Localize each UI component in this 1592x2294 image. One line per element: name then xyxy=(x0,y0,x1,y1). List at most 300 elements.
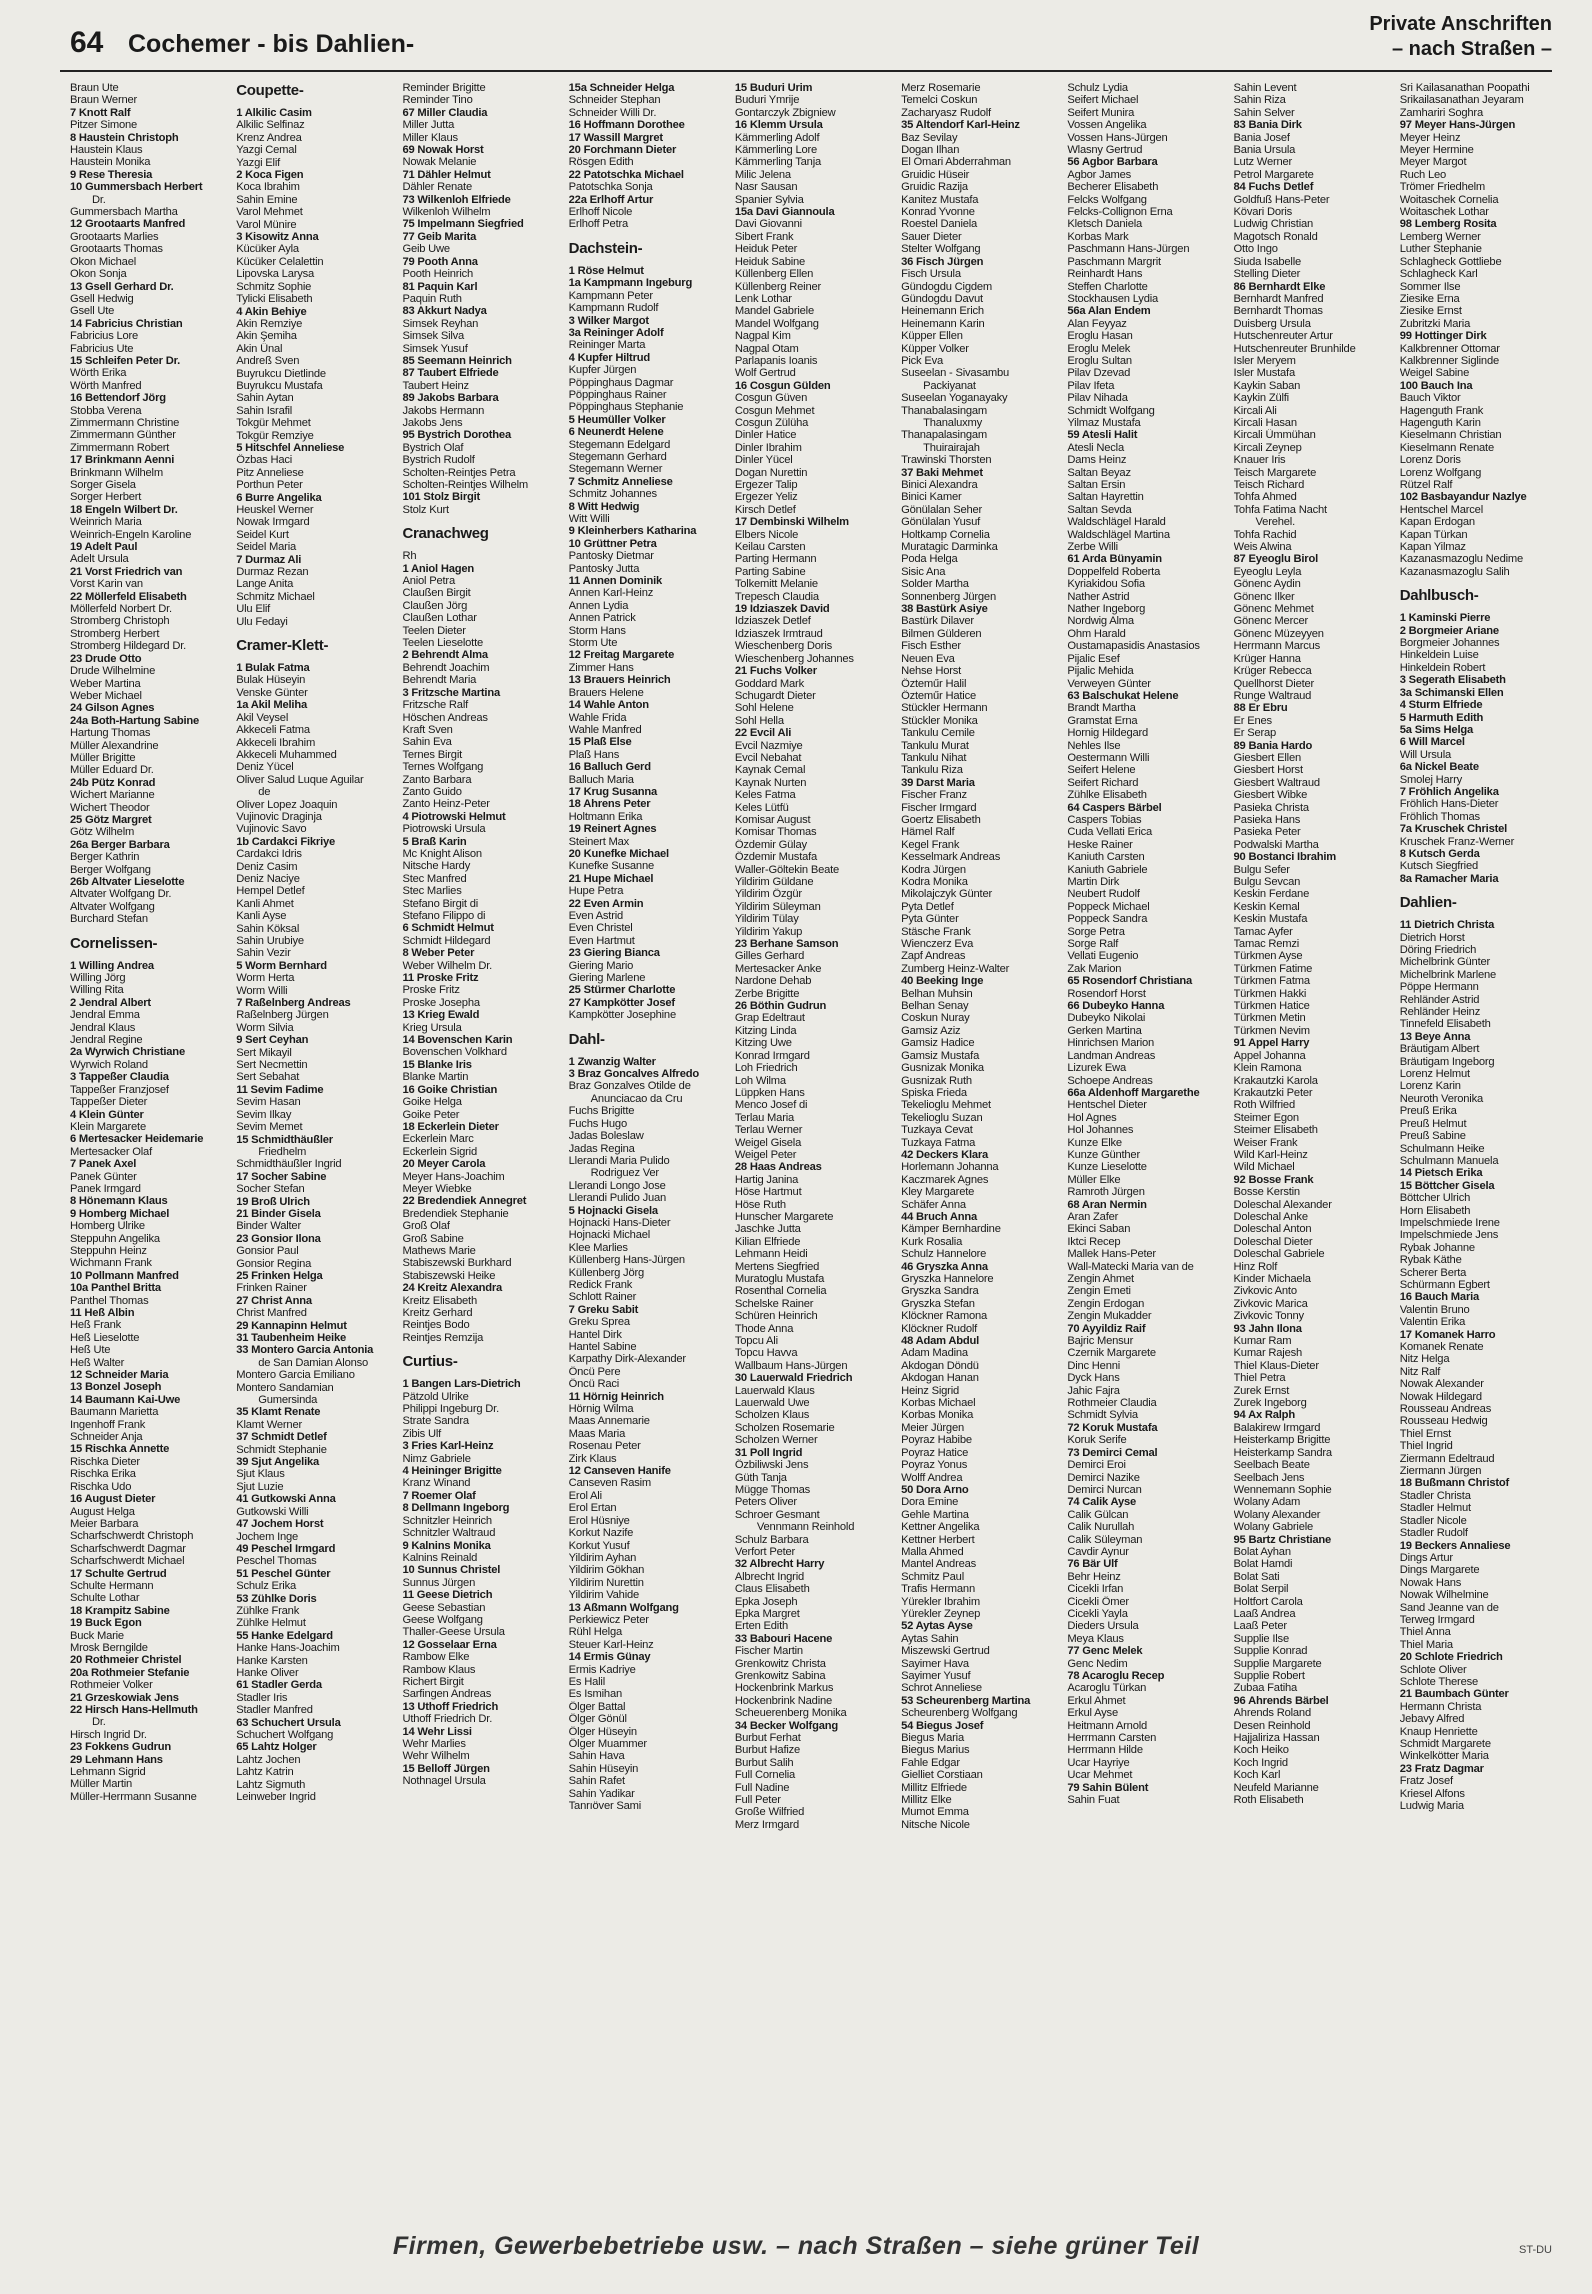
directory-entry: 16 Goike Christian xyxy=(402,1083,498,1096)
directory-entry: Zapf Andreas xyxy=(901,950,966,963)
directory-entry: Yazgi Elif xyxy=(236,156,281,169)
directory-entry: Kanli Ahmet xyxy=(236,897,294,910)
directory-entry: Idziaszek Detlef xyxy=(734,615,811,628)
directory-entry: 2 Behrendt Alma xyxy=(402,649,488,662)
directory-entry: 23 Fokkens Gudrun xyxy=(70,1741,172,1754)
directory-entry: Steppuhn Heinz xyxy=(70,1244,147,1257)
directory-entry: Tohfa Ahmed xyxy=(1233,491,1297,504)
directory-entry: Schlote Therese xyxy=(1399,1675,1479,1688)
directory-entry: Montero Garcia Emiliano xyxy=(236,1369,355,1382)
directory-entry: Scharfschwerdt Christoph xyxy=(70,1530,194,1543)
directory-entry: 41 Gutkowski Anna xyxy=(236,1493,336,1506)
directory-entry: Zivkovic Tonny xyxy=(1233,1310,1304,1323)
directory-entry: Giesbert Waltraud xyxy=(1233,776,1320,789)
directory-entry: Evcil Nazmiye xyxy=(734,739,803,752)
directory-entry: Rousseau Andreas xyxy=(1399,1403,1492,1416)
directory-entry: 1 Bangen Lars-Dietrich xyxy=(402,1378,521,1391)
directory-entry: 10 Grüttner Petra xyxy=(568,537,657,550)
directory-entry: August Helga xyxy=(70,1505,135,1518)
directory-entry: Altvater Wolfgang xyxy=(70,900,155,913)
directory-entry: Impelschmiede Jens xyxy=(1399,1229,1499,1242)
directory-entry: Sri Kailasanathan Poopathi xyxy=(1399,82,1530,94)
directory-entry: Türkmen Hatice xyxy=(1233,1000,1310,1013)
directory-entry: 79 Pooth Anna xyxy=(402,255,478,268)
section-title xyxy=(1369,12,1552,62)
directory-entry: Er Serap xyxy=(1233,727,1277,740)
directory-entry: Pöppinghaus Dagmar xyxy=(568,376,674,389)
directory-entry: Binici Kamer xyxy=(901,491,962,504)
directory-entry: Gerken Martina xyxy=(1067,1024,1142,1037)
section-title-line2: – nach Straßen – xyxy=(1391,38,1552,60)
directory-entry: Patotschka Sonja xyxy=(568,181,653,194)
directory-entry: Hartig Janina xyxy=(734,1173,799,1186)
directory-entry: Binici Alexandra xyxy=(901,479,978,491)
directory-entry: Hanke Karsten xyxy=(236,1654,308,1667)
directory-entry: Giesbert Wibke xyxy=(1233,789,1308,802)
directory-entry: Llerandi Longo Jose xyxy=(568,1179,666,1192)
directory-entry: Rosenau Peter xyxy=(568,1440,641,1453)
directory-entry: Erkul Ayse xyxy=(1067,1707,1118,1720)
directory-entry: Stefano Birgit di xyxy=(402,897,479,910)
directory-entry: Nimz Gabriele xyxy=(402,1452,471,1465)
directory-entry: Kunefke Susanne xyxy=(568,860,654,873)
directory-entry: Komisar August xyxy=(734,813,811,826)
directory-entry: 3 Tappeßer Claudia xyxy=(70,1071,169,1084)
directory-entry: Nitz Ralf xyxy=(1399,1365,1441,1378)
directory-entry: Hagenguth Karin xyxy=(1399,416,1481,429)
directory-entry: Komanek Renate xyxy=(1399,1341,1484,1353)
directory-entry: Bulak Hüseyin xyxy=(236,674,306,687)
directory-entry: Woitaschek Lothar xyxy=(1399,206,1489,219)
directory-entry: Rybak Käthe xyxy=(1399,1254,1462,1267)
directory-entry: Lorenz Karin xyxy=(1399,1080,1461,1093)
directory-entry: Ternes Wolfgang xyxy=(402,761,484,774)
directory-column xyxy=(735,82,895,2220)
directory-entry: 2 Koca Figen xyxy=(236,169,304,182)
directory-entry: Ucar Hayriye xyxy=(1067,1756,1130,1769)
directory-entry: Scholten-Reintjes Petra xyxy=(402,466,516,479)
directory-entry: Tappeßer Franzjosef xyxy=(70,1083,169,1096)
directory-entry: Zengin Ahmet xyxy=(1067,1273,1134,1285)
directory-entry: Thiel Anna xyxy=(1399,1626,1451,1639)
directory-entry: Fröhlich Hans-Dieter xyxy=(1399,798,1499,811)
directory-entry: Bauch Viktor xyxy=(1399,392,1461,405)
directory-entry: 21 Hupe Michael xyxy=(568,872,654,885)
directory-entry: Behrendt Maria xyxy=(402,674,477,687)
directory-entry: Miller Klaus xyxy=(402,131,458,144)
directory-entry: Meya Klaus xyxy=(1067,1632,1124,1645)
directory-entry: Nowak Alexander xyxy=(1399,1378,1484,1391)
directory-entry: Tokgür Remziye xyxy=(236,429,314,442)
directory-entry: Stadler Iris xyxy=(236,1691,288,1704)
directory-entry: 47 Jochem Horst xyxy=(236,1518,324,1531)
directory-entry: Proske Josepha xyxy=(402,996,480,1009)
directory-entry: Höschen Andreas xyxy=(402,711,488,724)
directory-entry: Hockenbrink Nadine xyxy=(734,1694,833,1707)
directory-entry: Panek Irmgard xyxy=(70,1182,141,1195)
directory-entry: Wahle Frida xyxy=(568,711,627,724)
directory-column xyxy=(402,82,562,2220)
directory-entry: Steppuhn Angelika xyxy=(70,1232,160,1245)
directory-entry: Sibert Frank xyxy=(734,230,794,243)
directory-entry: Yürekler Ibrahim xyxy=(901,1595,980,1608)
directory-entry: Koch Ingrid xyxy=(1233,1756,1288,1769)
directory-entry: Müller-Herrmann Susanne xyxy=(70,1790,197,1803)
directory-entry: 102 Basbayandur Nazlye xyxy=(1399,491,1527,504)
directory-entry: 25 Frinken Helga xyxy=(236,1269,323,1282)
directory-entry: Sayimer Yusuf xyxy=(901,1670,971,1682)
directory-entry: Simsek Reyhan xyxy=(402,317,479,330)
directory-entry: 70 Ayyildiz Raif xyxy=(1067,1322,1146,1335)
directory-entry: Kircali Ali xyxy=(1233,404,1277,417)
directory-column xyxy=(1234,82,1394,2220)
directory-entry: Hanke Hans-Joachim xyxy=(236,1642,340,1655)
directory-entry: Loh Wilma xyxy=(734,1074,786,1087)
directory-entry: 72 Koruk Mustafa xyxy=(1067,1421,1158,1434)
directory-entry: 13 Beye Anna xyxy=(1399,1030,1471,1043)
directory-entry: Miller Jutta xyxy=(402,119,455,132)
directory-entry: Rodriguez Ver xyxy=(590,1167,659,1180)
directory-entry: 22 Patotschka Michael xyxy=(568,168,684,181)
directory-entry: 90 Bostanci Ibrahim xyxy=(1233,851,1337,864)
directory-entry: Heß Frank xyxy=(70,1319,122,1332)
directory-entry: 8 Hönemann Klaus xyxy=(70,1195,168,1208)
directory-entry: Aytas Sahin xyxy=(901,1632,959,1645)
directory-entry: El Omari Abderrahman xyxy=(901,156,1011,169)
directory-entry: Brauers Helene xyxy=(568,686,644,699)
directory-entry: Stegemann Gerhard xyxy=(568,450,667,463)
directory-entry: Claußen Birgit xyxy=(402,587,471,600)
directory-entry: Calik Gülcan xyxy=(1067,1508,1129,1521)
directory-entry: Knauer Iris xyxy=(1233,454,1286,467)
directory-entry: Cosgun Mehmet xyxy=(734,404,815,417)
directory-entry: Erlhoff Petra xyxy=(568,218,629,231)
directory-entry: Sahin Urubiye xyxy=(236,935,304,947)
directory-entry: Atesli Necla xyxy=(1067,441,1124,454)
directory-entry: Kodra Jürgen xyxy=(901,863,966,876)
directory-entry: Ucar Mehmet xyxy=(1067,1769,1133,1782)
directory-entry: Durmaz Rezan xyxy=(236,566,309,579)
directory-entry: Bolat Ayhan xyxy=(1233,1545,1291,1558)
directory-entry: 5 Hitschfel Anneliese xyxy=(236,441,345,454)
directory-entry: Ziermann Edeltraud xyxy=(1399,1452,1495,1465)
directory-entry: Eckerlein Sigrid xyxy=(402,1145,477,1158)
directory-entry: Rischka Udo xyxy=(70,1480,132,1493)
directory-entry: Saltan Beyaz xyxy=(1067,466,1131,479)
directory-entry: Sahin Aytan xyxy=(236,392,294,405)
directory-entry: Perkiewicz Peter xyxy=(568,1613,649,1626)
directory-entry: Kövari Doris xyxy=(1233,206,1293,219)
directory-entry: Scholzen Werner xyxy=(734,1434,818,1447)
directory-entry: Oliver Lopez Joaquin xyxy=(236,798,338,811)
directory-entry: Temelci Coskun xyxy=(901,94,978,107)
directory-entry: Scholten-Reintjes Wilhelm xyxy=(402,479,529,491)
directory-entry: Caspers Tobias xyxy=(1067,813,1142,826)
directory-entry: Full Cornelia xyxy=(734,1769,796,1782)
directory-entry: 4 Klein Günter xyxy=(70,1108,144,1121)
directory-entry: Tanrıöver Sami xyxy=(568,1800,642,1813)
directory-entry: Kumar Rajesh xyxy=(1233,1347,1303,1360)
directory-entry: 11 Dietrich Christa xyxy=(1399,919,1495,932)
directory-entry: 71 Dähler Helmut xyxy=(402,168,491,181)
directory-entry: Dietrich Horst xyxy=(1399,931,1465,944)
directory-entry: Steimer Elisabeth xyxy=(1233,1124,1318,1137)
directory-entry: Grap Edeltraut xyxy=(734,1012,805,1025)
directory-entry: 24b Pütz Konrad xyxy=(70,776,156,789)
directory-entry: Sahin Köksal xyxy=(236,922,300,935)
directory-entry: Keskin Ferdane xyxy=(1233,888,1310,901)
directory-entry: Zubritzki Maria xyxy=(1399,317,1471,330)
directory-entry: Keskin Kemal xyxy=(1233,900,1300,913)
directory-entry: Kinder Michaela xyxy=(1233,1273,1311,1285)
directory-entry: Nowak Hans xyxy=(1399,1576,1462,1589)
directory-entry: Ingenhoff Frank xyxy=(70,1418,146,1431)
directory-entry: Philippi Ingeburg Dr. xyxy=(402,1403,499,1416)
directory-entry: Sahin Riza xyxy=(1233,94,1286,107)
directory-entry: 68 Aran Nermin xyxy=(1067,1198,1147,1211)
directory-entry: 8 Kutsch Gerda xyxy=(1399,847,1480,860)
directory-entry: Davi Giovanni xyxy=(734,218,802,231)
directory-entry: Ulu Fedayi xyxy=(236,615,288,628)
directory-entry: Küllenberg Reiner xyxy=(734,280,822,293)
directory-entry: Lauerwald Klaus xyxy=(734,1384,815,1397)
directory-entry: Kalkbrenner Siglinde xyxy=(1399,354,1499,367)
directory-entry: Heinemann Karin xyxy=(901,317,985,330)
directory-entry: Thanapalasingam xyxy=(901,429,988,442)
directory-entry: 8 Haustein Christoph xyxy=(70,131,179,144)
directory-entry: Kalnins Reinald xyxy=(402,1551,478,1564)
directory-entry: 13 Bonzel Joseph xyxy=(70,1381,162,1394)
directory-entry: 33 Babouri Hacene xyxy=(734,1632,833,1645)
directory-entry: Thiel Ingrid xyxy=(1399,1440,1453,1453)
directory-entry: Heisterkamp Sandra xyxy=(1233,1446,1332,1459)
directory-entry: Zerbe Brigitte xyxy=(734,987,800,1000)
directory-entry: Vujinovic Savo xyxy=(236,823,307,836)
directory-entry: Kalkbrenner Ottomar xyxy=(1399,342,1500,355)
directory-entry: Merz Rosemarie xyxy=(901,82,981,94)
directory-entry: Kücüker Celalettin xyxy=(236,255,324,268)
directory-entry: Kranz Winand xyxy=(402,1477,471,1490)
directory-entry: Lahtz Katrin xyxy=(236,1766,294,1779)
directory-entry: Sert Mikayil xyxy=(236,1046,292,1059)
directory-entry: Gryszka Hannelore xyxy=(901,1273,994,1285)
directory-entry: Pasieka Peter xyxy=(1233,826,1301,839)
directory-entry: 21 Grzeskowiak Jens xyxy=(70,1691,179,1704)
directory-entry: Herrmann Hilde xyxy=(1067,1744,1143,1757)
directory-entry: Krieg Ursula xyxy=(402,1021,462,1034)
directory-entry: Doleschal Anke xyxy=(1233,1210,1308,1223)
directory-entry: Bräutigam Albert xyxy=(1399,1043,1480,1056)
directory-entry: Schmidt Sylvia xyxy=(1067,1409,1138,1422)
directory-entry: 66 Dubeyko Hanna xyxy=(1067,1000,1165,1013)
directory-entry: Schlott Rainer xyxy=(568,1291,637,1304)
directory-entry: Hantel Sabine xyxy=(568,1341,637,1353)
directory-entry: Pitz Anneliese xyxy=(236,466,304,479)
directory-entry: Rühl Helga xyxy=(568,1626,623,1639)
directory-entry: Schlote Oliver xyxy=(1399,1663,1467,1676)
directory-entry: Weinrich Maria xyxy=(70,516,142,529)
directory-entry: Schneider Willi Dr. xyxy=(568,106,657,119)
directory-entry: 17 Dembinski Wilhelm xyxy=(734,516,849,529)
directory-entry: Fahle Edgar xyxy=(901,1756,960,1769)
directory-entry: Schulmann Manuela xyxy=(1399,1154,1499,1167)
directory-entry: Kazanasmazoglu Salih xyxy=(1399,565,1510,578)
directory-entry: Laaß Andrea xyxy=(1233,1607,1296,1620)
directory-entry: Buyrukcu Dietlinde xyxy=(236,367,326,380)
directory-entry: 6 Mertesacker Heidemarie xyxy=(70,1133,204,1146)
directory-entry: Rehländer Heinz xyxy=(1399,1006,1481,1019)
directory-entry: Sorge Petra xyxy=(1067,925,1125,938)
directory-entry: Gönenc Aydin xyxy=(1233,578,1301,591)
directory-entry: Lehmann Sigrid xyxy=(70,1766,146,1779)
directory-entry: 16 Cosgun Gülden xyxy=(734,379,831,392)
directory-entry: Kircali Hasan xyxy=(1233,416,1297,429)
directory-entry: Schlagheck Karl xyxy=(1399,268,1478,281)
directory-entry: Bystrich Rudolf xyxy=(402,454,475,467)
directory-entry: Pilav Nihada xyxy=(1067,392,1128,405)
directory-entry: Schüren Heinrich xyxy=(734,1310,818,1323)
directory-entry: Zanto Barbara xyxy=(402,773,472,786)
directory-entry: Gsell Ute xyxy=(70,305,115,318)
directory-entry: Llerandi Maria Pulido xyxy=(568,1154,670,1167)
directory-entry: Stefano Filippo di xyxy=(402,910,486,922)
directory-entry: Verehel. xyxy=(1255,516,1295,529)
directory-entry: 29 Lehmann Hans xyxy=(70,1753,163,1766)
directory-entry: 88 Er Ebru xyxy=(1233,702,1288,715)
directory-entry: Roth Elisabeth xyxy=(1233,1794,1304,1807)
directory-entry: Doppelfeld Roberta xyxy=(1067,565,1161,578)
directory-entry: Kaniuth Carsten xyxy=(1067,851,1145,864)
directory-column xyxy=(70,82,230,2220)
directory-entry: Laaß Peter xyxy=(1233,1620,1287,1633)
directory-entry: 77 Geib Marita xyxy=(402,230,477,243)
directory-entry: Yildirim Güldane xyxy=(734,876,814,888)
directory-entry: Kampkötter Josephine xyxy=(568,1009,676,1022)
directory-entry: Heiduk Sabine xyxy=(734,255,806,268)
directory-entry: Gehle Martina xyxy=(901,1508,969,1521)
directory-entry: Bredendiek Stephanie xyxy=(402,1207,509,1220)
directory-entry: Hinrichsen Marion xyxy=(1067,1037,1155,1050)
directory-entry: Mathews Marie xyxy=(402,1244,476,1257)
directory-entry: Rischka Erika xyxy=(70,1468,136,1481)
directory-entry: 11 Annen Dominik xyxy=(568,575,663,588)
directory-entry: 18 Bußmann Christof xyxy=(1399,1477,1510,1490)
directory-entry: 63 Balschukat Helene xyxy=(1067,689,1179,702)
directory-entry: Sjut Luzie xyxy=(236,1480,284,1493)
directory-entry: Sisic Ana xyxy=(901,565,946,578)
directory-entry: Landman Andreas xyxy=(1067,1049,1156,1062)
directory-entry: Kaynak Nurten xyxy=(734,776,807,789)
directory-entry: Yildirim Süleyman xyxy=(734,900,821,913)
directory-entry: Burbut Hafize xyxy=(734,1744,801,1757)
directory-entry: Kriesel Alfons xyxy=(1399,1787,1465,1800)
directory-entry: Akkeceli Muhammed xyxy=(236,748,337,761)
directory-entry: 16 Hoffmann Dorothee xyxy=(568,119,685,132)
directory-entry: Hojnacki Michael xyxy=(568,1229,651,1242)
directory-entry: Pasieka Hans xyxy=(1233,813,1301,826)
directory-entry: 26a Berger Barbara xyxy=(70,838,170,851)
directory-entry: Doleschal Anton xyxy=(1233,1223,1312,1236)
street-heading: Cranachweg xyxy=(402,525,489,543)
directory-entry: 11 Sevim Fadime xyxy=(236,1083,324,1096)
directory-entry: Tamac Ayfer xyxy=(1233,925,1293,938)
directory-entry: Klöckner Ramona xyxy=(901,1310,988,1323)
directory-entry: Millitz Elfriede xyxy=(901,1781,967,1794)
directory-entry: Preuß Helmut xyxy=(1399,1117,1467,1130)
directory-entry: 19 Broß Ulrich xyxy=(236,1195,310,1208)
directory-entry: Gumersinda xyxy=(258,1394,318,1407)
directory-entry: Türkmen Metin xyxy=(1233,1012,1306,1025)
directory-entry: Kodra Monika xyxy=(901,876,968,888)
directory-entry: Giesbert Horst xyxy=(1233,764,1303,777)
directory-entry: 7 Knott Ralf xyxy=(70,106,131,119)
directory-entry: Kettner Angelika xyxy=(901,1521,980,1534)
directory-entry: Sahin Rafet xyxy=(568,1775,625,1788)
directory-entry: Gamsiz Aziz xyxy=(901,1024,961,1037)
directory-entry: Rh xyxy=(402,550,417,563)
directory-entry: Yilmaz Mustafa xyxy=(1067,416,1141,429)
directory-entry: Neufeld Marianne xyxy=(1233,1781,1319,1794)
directory-entry: Deniz Casim xyxy=(236,860,298,873)
directory-entry: Nehse Horst xyxy=(901,665,962,678)
directory-entry: Fratz Josef xyxy=(1399,1775,1453,1788)
directory-entry: Claußen Lothar xyxy=(402,612,477,625)
directory-entry: Poda Helga xyxy=(901,553,958,566)
directory-entry: Krüger Hanna xyxy=(1233,652,1301,665)
directory-entry: Kampmann Peter xyxy=(568,289,653,302)
directory-entry: Preuß Sabine xyxy=(1399,1130,1466,1143)
directory-column xyxy=(901,82,1061,2220)
directory-entry: 31 Taubenheim Heike xyxy=(236,1332,346,1344)
directory-entry: Topcu Havva xyxy=(734,1347,798,1360)
directory-entry: Wolany Adam xyxy=(1233,1496,1301,1509)
directory-entry: Binder Walter xyxy=(236,1220,301,1233)
directory-entry: Hämel Ralf xyxy=(901,826,955,839)
directory-entry: Weigel Peter xyxy=(734,1148,797,1161)
directory-entry: Jendral Regine xyxy=(70,1034,143,1047)
directory-entry: Hentschel Marcel xyxy=(1399,503,1483,516)
directory-entry: Wieschenberg Doris xyxy=(734,640,833,653)
directory-entry: Rösgen Edith xyxy=(568,156,634,169)
directory-entry: Cosgun Zülüha xyxy=(734,416,809,429)
directory-entry: 85 Seemann Heinrich xyxy=(402,354,512,367)
directory-entry: Bystrich Olaf xyxy=(402,441,464,454)
directory-entry: Schulte Hermann xyxy=(70,1579,154,1592)
directory-entry: Oliver Salud Luque Aguilar xyxy=(236,773,364,786)
directory-entry: Panek Günter xyxy=(70,1170,137,1183)
directory-entry: Hentschel Dieter xyxy=(1067,1099,1147,1112)
directory-entry: Adelt Ursula xyxy=(70,553,129,566)
directory-entry: Kreitz Elisabeth xyxy=(402,1294,477,1307)
directory-entry: Meyer Hans-Joachim xyxy=(402,1170,505,1183)
directory-entry: Buduri Ymrije xyxy=(734,94,800,107)
directory-entry: Erol Ali xyxy=(568,1489,602,1502)
directory-entry: Simsek Yusuf xyxy=(402,342,468,355)
directory-entry: Nasr Sausan xyxy=(734,181,798,194)
directory-entry: 37 Schmidt Detlef xyxy=(236,1431,327,1444)
street-heading: Dahlbusch- xyxy=(1399,587,1479,605)
directory-entry: 14 Wahle Anton xyxy=(568,699,649,712)
directory-entry: Thiel Ernst xyxy=(1399,1427,1452,1440)
directory-entry: Wallbaum Hans-Jürgen xyxy=(734,1359,848,1372)
directory-entry: Stelling Dieter xyxy=(1233,268,1301,281)
directory-entry: Güth Tanja xyxy=(734,1471,787,1484)
directory-entry: Brandt Martha xyxy=(1067,702,1136,715)
directory-entry: Waldschlägel Martina xyxy=(1067,528,1170,541)
directory-entry: 18 Eckerlein Dieter xyxy=(402,1120,499,1133)
directory-entry: 20 Kunefke Michael xyxy=(568,847,669,860)
directory-entry: Terlau Maria xyxy=(734,1111,795,1124)
